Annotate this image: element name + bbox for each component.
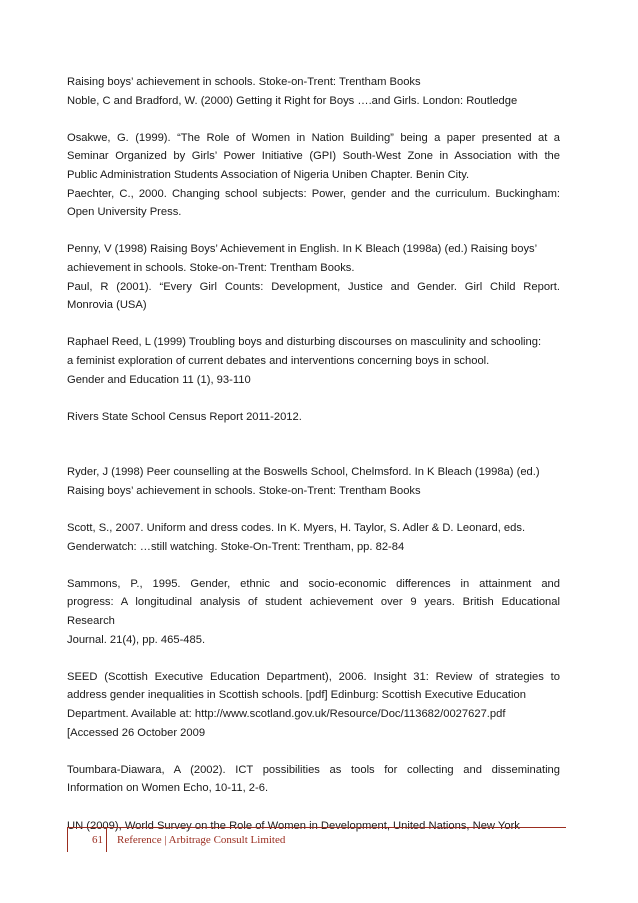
reference-entry: [67, 73, 560, 110]
reference-line: progress: A longitudinal analysis of student achievement over 9 years. British Educational: [67, 596, 560, 609]
reference-line: Toumbara-Diawara, A (2002). ICT possibilities as tools for collecting and disseminating: [67, 763, 560, 776]
reference-line: Gender and Education 11 (1), 93-110: [67, 373, 251, 386]
reference-line: Penny, V (1998) Raising Boys’ Achievement in English. In K Bleach (1998a) (ed.) Raising boys’: [67, 243, 538, 256]
reference-entry: [67, 519, 560, 556]
reference-line: Raphael Reed, L (1999) Troubling boys and disturbing discourses on masculinity and schooling:: [67, 336, 542, 349]
reference-entry: [67, 575, 560, 649]
page-number: 61: [92, 834, 103, 846]
reference-entry: [67, 761, 560, 798]
reference-line: Raising boys’ achievement in schools. Stoke-on-Trent: Trentham Books: [67, 76, 421, 88]
reference-line: [Accessed 26 October 2009: [67, 726, 206, 739]
reference-line: achievement in schools. Stoke-on-Trent: Trentham Books.: [67, 261, 355, 274]
reference-line: Paul, R (2001). “Every Girl Counts: Development, Justice and Gender. Girl Child Report.: [67, 280, 560, 293]
reference-entry: [67, 240, 560, 314]
reference-line: Paechter, C., 2000. Changing school subjects: Power, gender and the curriculum. Buckingham:: [67, 187, 560, 200]
reference-line: Genderwatch: …still watching. Stoke-On-Trent: Trentham, pp. 82-84: [67, 540, 405, 553]
page-footer: [67, 827, 566, 852]
reference-entry: [67, 333, 560, 389]
reference-entry: [67, 668, 560, 742]
reference-line: Scott, S., 2007. Uniform and dress codes. In K. Myers, H. Taylor, S. Adler & D. Leonard, eds.: [67, 522, 526, 535]
reference-line: Public Administration Students Association of Nigeria Uniben Chapter. Benin City.: [67, 168, 470, 181]
reference-line: Monrovia (USA): [67, 299, 147, 312]
reference-line: Journal. 21(4), pp. 465-485.: [67, 633, 206, 646]
reference-entry: [67, 408, 560, 427]
reference-entry: [67, 463, 560, 500]
reference-line: Open University Press.: [67, 206, 182, 219]
reference-line: Osakwe, G. (1999). “The Role of Women in Nation Building” being a paper presented at a: [67, 131, 560, 144]
reference-line: SEED (Scottish Executive Education Department), 2006. Insight 31: Review of strategies to: [67, 670, 560, 683]
reference-line: Research: [67, 615, 115, 628]
footer-title: Reference | Arbitrage Consult Limited: [117, 834, 286, 846]
reference-line: Department. Available at: http://www.scotland.gov.uk/Resource/Doc/113682/0027627.pdf: [67, 708, 506, 720]
reference-line: Ryder, J (1998) Peer counselling at the Boswells School, Chelmsford. In K Bleach (1998a) (ed.): [67, 466, 540, 479]
reference-line: UN (2009), World Survey on the Role of Women in Development, United Nations, New York: [67, 819, 520, 832]
reference-entry: [67, 129, 560, 222]
reference-line: a feminist exploration of current debates and interventions concerning boys in school.: [67, 354, 490, 367]
reference-line: Information on Women Echo, 10-11, 2-6.: [67, 782, 269, 795]
reference-line: address gender inequalities in Scottish schools. [pdf] Edinburg: Scottish Executive Education: [67, 689, 526, 702]
reference-line: Rivers State School Census Report 2011-2012.: [67, 410, 302, 423]
reference-line: Seminar Organized by Girls’ Power Initiative (GPI) South-West Zone in Association with the: [67, 150, 560, 163]
reference-line: Sammons, P., 1995. Gender, ethnic and socio-economic differences in attainment and: [67, 577, 560, 590]
reference-line: Raising boys’ achievement in schools. Stoke-on-Trent: Trentham Books: [67, 484, 421, 497]
reference-line: Noble, C and Bradford, W. (2000) Getting it Right for Boys ….and Girls. London: Routledge: [67, 94, 518, 107]
reference-list: [67, 73, 560, 835]
